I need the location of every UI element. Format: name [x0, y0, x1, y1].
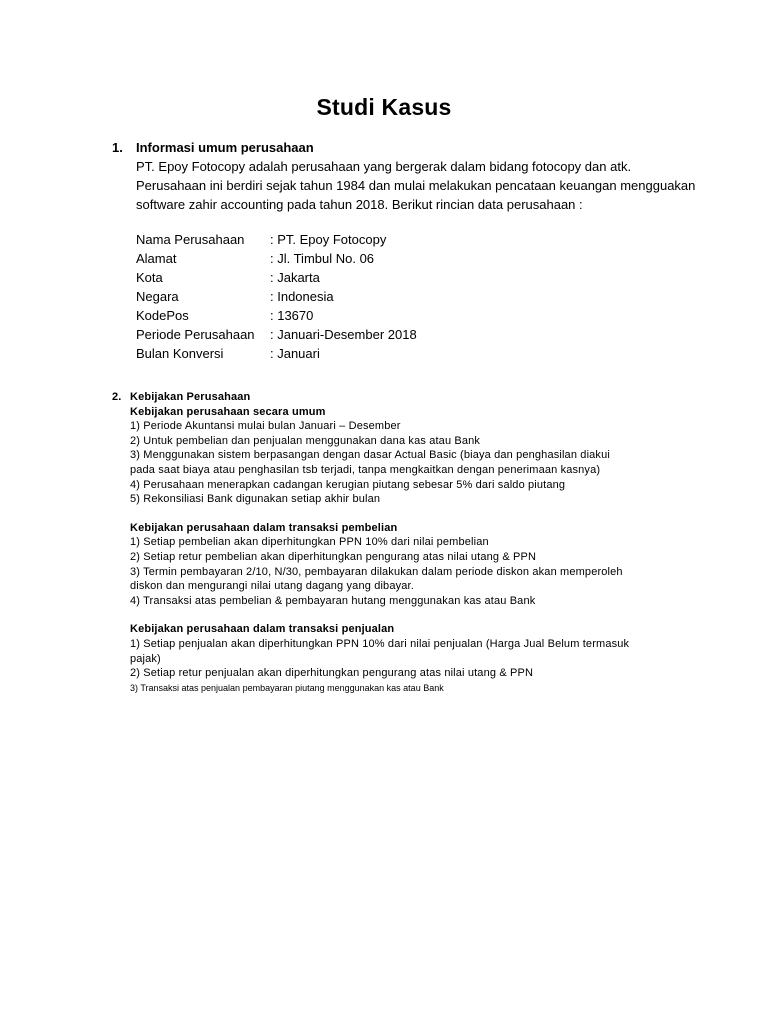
paragraph-line: PT. Epoy Fotocopy adalah perusahaan yang bergerak dalam bidang fotocopy dan atk. — [136, 159, 632, 174]
info-row — [136, 232, 417, 251]
paragraph-line: Perusahaan ini berdiri sejak tahun 1984 dan mulai melakukan pencataan keuangan mengguakan — [136, 178, 696, 193]
policy-heading: Kebijakan perusahaan secara umum — [130, 405, 326, 418]
policy-line: 5) Rekonsiliasi Bank digunakan setiap akhir bulan — [130, 493, 381, 506]
policy-line: 2) Untuk pembelian dan penjualan menggunakan dana kas atau Bank — [130, 434, 481, 447]
policy-line: 1) Setiap penjualan akan diperhitungkan PPN 10% dari nilai penjualan (Harga Jual Belum termasuk — [130, 637, 630, 650]
paragraph-line: software zahir accounting pada tahun 2018. Berikut rincian data perusahaan : — [136, 197, 583, 212]
info-label: Periode Perusahaan — [136, 327, 255, 342]
info-value: : Januari-Desember 2018 — [270, 327, 417, 342]
info-label: Negara — [136, 289, 179, 304]
info-label: Nama Perusahaan — [136, 232, 245, 247]
policy-line: 2) Setiap retur penjualan akan diperhitungkan pengurang atas nilai utang & PPN — [130, 667, 534, 680]
section-heading: Informasi umum perusahaan — [136, 140, 314, 155]
info-value: : Januari — [270, 346, 320, 361]
company-info-table — [136, 232, 417, 365]
policy-heading: Kebijakan perusahaan dalam transaksi pembelian — [130, 521, 398, 534]
policy-line: 1) Setiap pembelian akan diperhitungkan PPN 10% dari nilai pembelian — [130, 536, 489, 549]
policy-line: 1) Periode Akuntansi mulai bulan Januari – Desember — [130, 420, 401, 433]
policy-line: 3) Termin pembayaran 2/10, N/30, pembayaran dilakukan dalam periode diskon akan memperoleh — [130, 565, 623, 578]
info-row — [136, 308, 417, 327]
page-title: Studi Kasus — [316, 94, 452, 120]
policy-line: pada saat biaya atau penghasilan tsb terjadi, tanpa mengkaitkan dengan penerimaan kasnya) — [130, 463, 601, 476]
policy-line: 3) Transaksi atas penjualan pembayaran piutang menggunakan kas atau Bank — [130, 682, 444, 693]
policy-sales — [130, 622, 712, 695]
policy-general — [130, 405, 712, 507]
info-label: KodePos — [136, 308, 189, 323]
section-number: 2. — [112, 391, 122, 403]
info-row — [136, 346, 417, 365]
info-row — [136, 289, 417, 308]
info-row — [136, 327, 417, 346]
info-value: : Indonesia — [270, 289, 334, 304]
info-label: Alamat — [136, 251, 177, 266]
info-row — [136, 270, 417, 289]
company-description — [136, 157, 702, 214]
info-label: Bulan Konversi — [136, 346, 224, 361]
section-number: 1. — [112, 140, 123, 155]
policy-purchase — [130, 521, 712, 609]
policy-line: diskon dan mengurangi nilai utang dagang yang dibayar. — [130, 580, 414, 593]
info-label: Kota — [136, 270, 163, 285]
section-company-info — [112, 138, 702, 214]
policy-line: 4) Transaksi atas pembelian & pembayaran hutang menggunakan kas atau Bank — [130, 594, 536, 607]
section-heading: Kebijakan Perusahaan — [130, 391, 251, 403]
policy-line: 4) Perusahaan menerapkan cadangan kerugian piutang sebesar 5% dari saldo piutang — [130, 478, 566, 491]
section-company-policy — [112, 390, 712, 695]
info-row — [136, 251, 417, 270]
policy-line: 3) Menggunakan sistem berpasangan dengan dasar Actual Basic (biaya dan penghasilan diakui — [130, 449, 610, 462]
info-value: : 13670 — [270, 308, 314, 323]
info-value: : Jl. Timbul No. 06 — [270, 251, 375, 266]
policy-line: pajak) — [130, 652, 161, 665]
policy-heading: Kebijakan perusahaan dalam transaksi penjualan — [130, 623, 395, 636]
info-value: : PT. Epoy Fotocopy — [270, 232, 387, 247]
policy-line: 2) Setiap retur pembelian akan diperhitungkan pengurang atas nilai utang & PPN — [130, 550, 537, 563]
info-value: : Jakarta — [270, 270, 320, 285]
